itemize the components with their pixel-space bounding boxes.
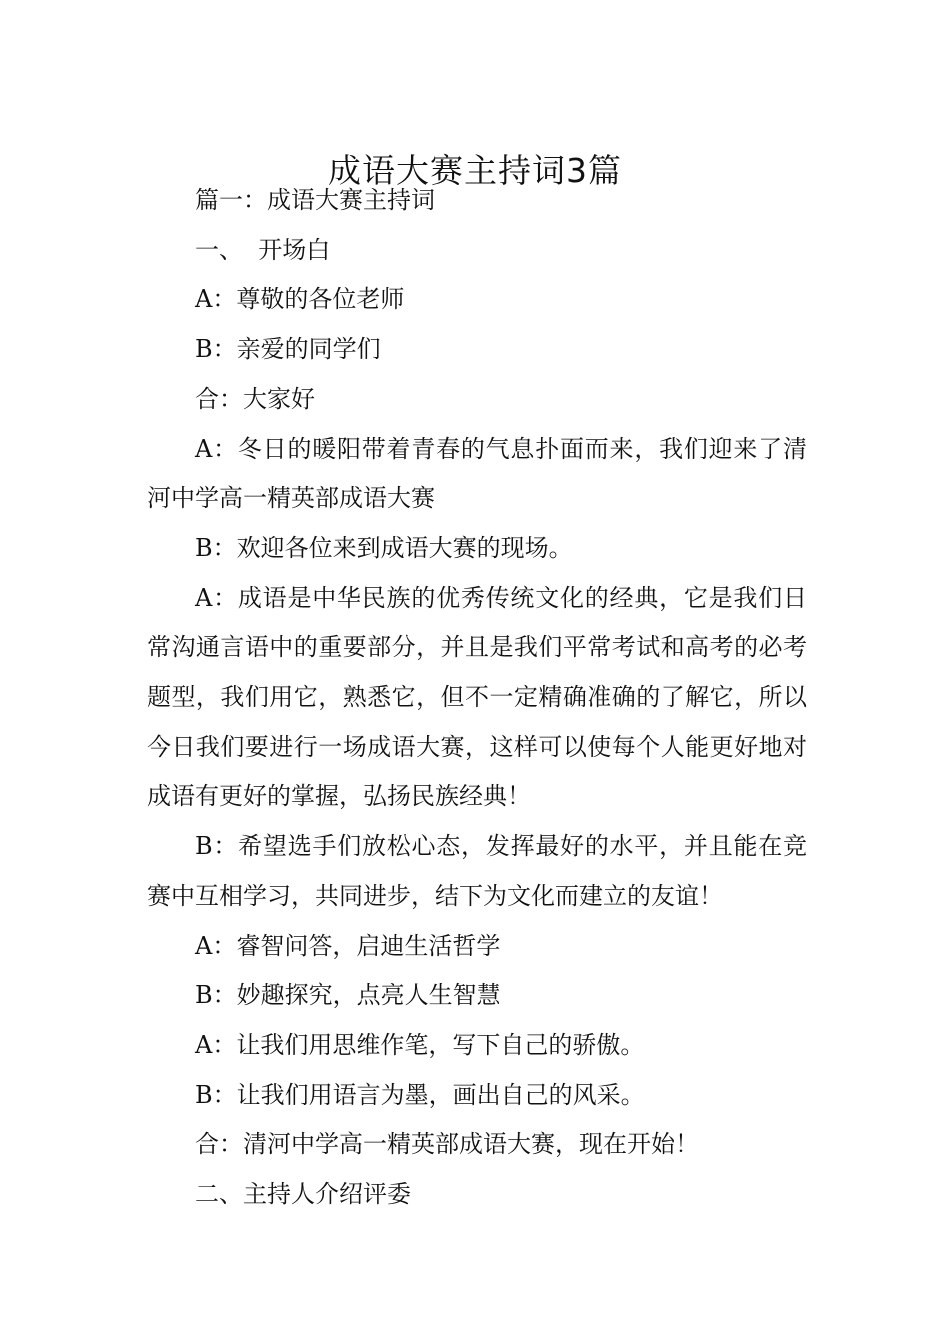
paragraph: A：让我们用思维作笔，写下自己的骄傲。 xyxy=(195,1030,645,1059)
paragraph-section-heading: 篇一：成语大赛主持词 xyxy=(195,186,435,214)
document-body xyxy=(147,176,807,1220)
paragraph: 合：清河中学高一精英部成语大赛，现在开始！ xyxy=(195,1130,699,1159)
paragraph: B：欢迎各位来到成语大赛的现场。 xyxy=(195,533,573,562)
paragraph: B：让我们用语言为墨，画出自己的风采。 xyxy=(195,1080,645,1109)
paragraph-opening-heading: 一、 开场白 xyxy=(195,235,331,264)
document-title: 成语大赛主持词3篇 xyxy=(328,151,622,191)
paragraph: A：冬日的暖阳带着青春的气息扑面而来，我们迎来了清河中学高一精英部成语大赛 xyxy=(147,434,807,513)
paragraph: A：睿智问答，启迪生活哲学 xyxy=(195,931,501,960)
paragraph: B：妙趣探究，点亮人生智慧 xyxy=(195,981,501,1010)
paragraph: B：亲爱的同学们 xyxy=(195,335,381,364)
paragraph: A：成语是中华民族的优秀传统文化的经典，它是我们日常沟通言语中的重要部分，并且是我们平常考试和高考的必考题型，我们用它，熟悉它，但不一定精确准确的了解它，所以今日我们要进行一场成语大赛，这样可以使每个人能更好地对成语有更好的掌握，弘扬民族经典！ xyxy=(147,583,807,811)
paragraph: A：尊敬的各位老师 xyxy=(195,285,405,314)
paragraph: 合：大家好 xyxy=(195,384,315,413)
paragraph: B：希望选手们放松心态，发挥最好的水平，并且能在竞赛中互相学习，共同进步，结下为文化而建立的友谊！ xyxy=(147,832,807,910)
paragraph-judges-heading: 二、主持人介绍评委 xyxy=(195,1180,411,1209)
